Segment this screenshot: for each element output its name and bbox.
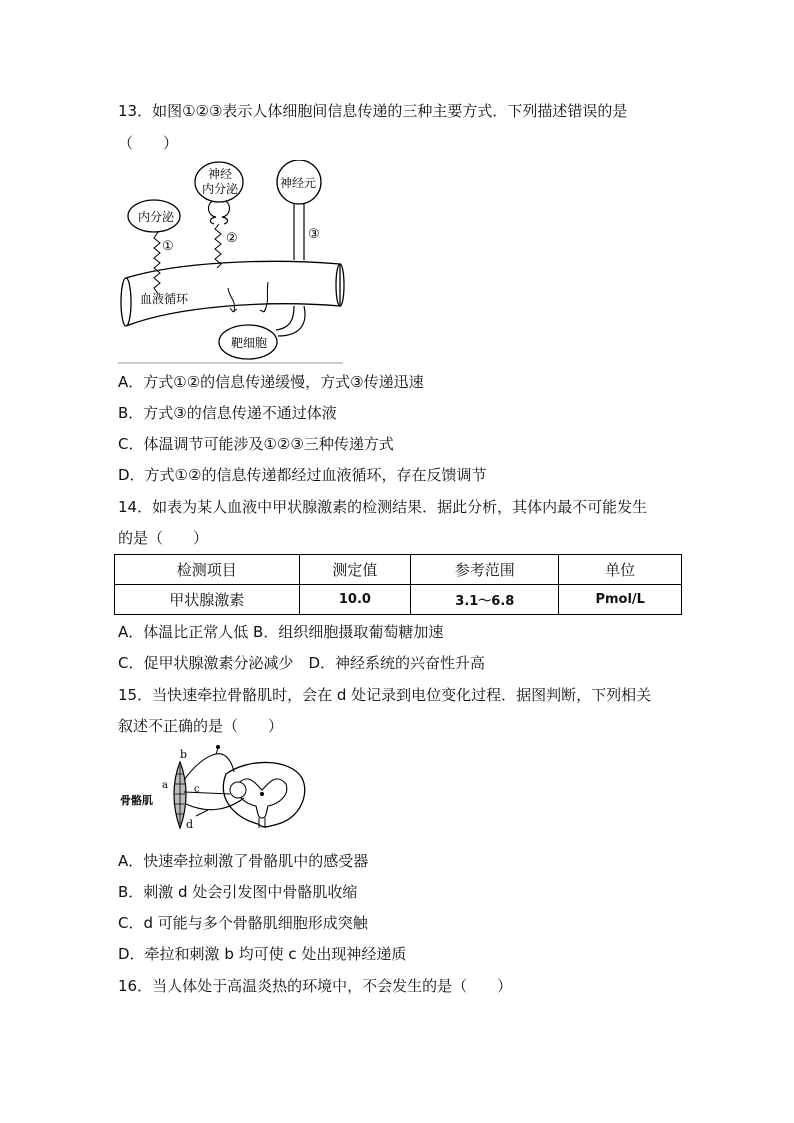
q13-option-b: B．方式③的信息传递不通过体液: [118, 404, 337, 422]
q13-signal-figure: [118, 160, 348, 366]
table-cell: 甲状腺激素: [115, 585, 300, 615]
label-endocrine: 内分泌: [138, 210, 175, 224]
label-neuro-line1: 神经: [208, 167, 233, 181]
q13-option-d: D．方式①②的信息传递都经过血液循环，存在反馈调节: [118, 466, 487, 484]
table-header-cell: 单位: [559, 555, 682, 585]
label-d: d: [186, 818, 194, 831]
label-b: b: [180, 748, 188, 761]
label-neuron: 神经元: [280, 176, 317, 190]
q13-paren: （ ）: [118, 134, 179, 152]
q15-option-a: A．快速牵拉刺激了骨骼肌中的感受器: [118, 852, 369, 870]
table-cell: 3.1～6.8: [411, 585, 559, 615]
label-c: c: [194, 784, 200, 795]
q15-option-c: C．d 可能与多个骨骼肌细胞形成突触: [118, 914, 368, 932]
q13-stem: 13．如图①②③表示人体细胞间信息传递的三种主要方式．下列描述错误的是: [118, 102, 628, 120]
q15-reflex-figure: [118, 744, 310, 840]
table-cell: 10.0: [299, 585, 411, 615]
label-way-1: ①: [162, 239, 174, 254]
q15-stem-line2: 叙述不正确的是（ ）: [118, 717, 284, 735]
label-a: a: [162, 780, 168, 791]
label-blood: 血液循环: [140, 292, 189, 306]
q14-stem-line2: 的是（ ）: [118, 529, 209, 547]
table-row: [115, 585, 682, 615]
label-muscle: 骨骼肌: [120, 794, 153, 807]
table-header-row: [115, 555, 682, 585]
label-way-3: ③: [308, 227, 320, 242]
q15-option-d: D．牵拉和刺激 b 均可使 c 处出现神经递质: [118, 945, 407, 963]
label-target: 靶细胞: [231, 336, 268, 350]
table-cell: Pmol/L: [559, 585, 682, 615]
table-header-cell: 测定值: [299, 555, 411, 585]
label-way-2: ②: [226, 231, 238, 246]
q13-option-a: A．方式①②的信息传递缓慢，方式③传递迅速: [118, 373, 424, 391]
q13-option-c: C．体温调节可能涉及①②③三种传递方式: [118, 435, 394, 453]
q14-options-line2: C．促甲状腺激素分泌减少 D．神经系统的兴奋性升高: [118, 654, 486, 672]
q15-stem-line1: 15．当快速牵拉骨骼肌时，会在 d 处记录到电位变化过程．据图判断，下列相关: [118, 686, 652, 704]
q14-options-line1: A．体温比正常人低 B．组织细胞摄取葡萄糖加速: [118, 623, 444, 641]
label-neuro-line2: 内分泌: [202, 182, 239, 196]
q14-stem-line1: 14．如表为某人血液中甲状腺激素的检测结果．据此分析，其体内最不可能发生: [118, 498, 648, 516]
table-header-cell: 参考范围: [411, 555, 559, 585]
q15-option-b: B．刺激 d 处会引发图中骨骼肌收缩: [118, 883, 358, 901]
table-header-cell: 检测项目: [115, 555, 300, 585]
q16-stem: 16．当人体处于高温炎热的环境中，不会发生的是（ ）: [118, 977, 513, 995]
hormone-test-table: [114, 554, 682, 615]
